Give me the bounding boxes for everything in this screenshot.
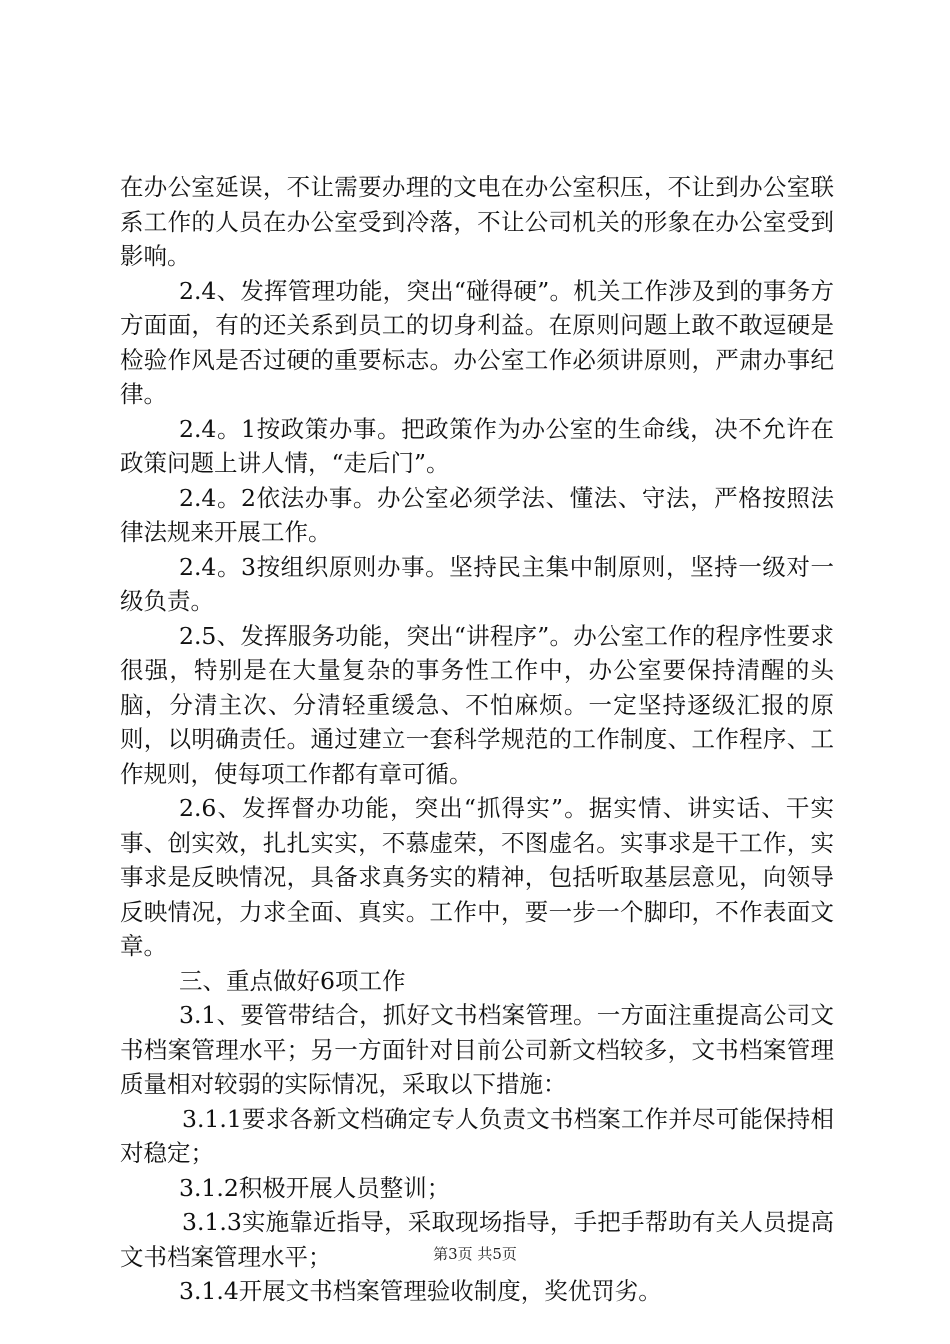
paragraph-continuation: 在办公室延误，不让需要办理的文电在办公室积压，不让到办公室联系工作的人员在办公室受到冷落，不让公司机关的形象在办公室受到影响。: [120, 173, 834, 270]
paragraph-3-1-3: 3.1.3实施靠近指导，采取现场指导，手把手帮助有关人员提高文书档案管理水平；: [120, 1208, 834, 1271]
paragraph-2-5: 2.5、发挥服务功能，突出“讲程序”。办公室工作的程序性要求很强，特别是在大量复杂的事务性工作中，办公室要保持清醒的头脑，分清主次、分清轻重缓急、不怕麻烦。一定坚持逐级汇报的原则，以明确责任。通过建立一套科学规范的工作制度、工作程序、工作规则，使每项工作都有章可循。: [120, 621, 834, 788]
paragraph-3-1-2: 3.1.2积极开展人员整训；: [179, 1173, 451, 1202]
paragraph-3-1-4: 3.1.4开展文书档案管理验收制度，奖优罚劣。: [179, 1277, 662, 1305]
document-body: [120, 170, 834, 1309]
page-footer: 第3页 共5页: [433, 1245, 517, 1263]
paragraph-2-4-2: 2.4。2依法办事。办公室必须学法、懂法、守法，严格按照法律法规来开展工作。: [120, 483, 834, 546]
paragraph-3-1-1: 3.1.1要求各新文档确定专人负责文书档案工作并尽可能保持相对稳定；: [120, 1104, 834, 1167]
paragraph-2-6: 2.6、发挥督办功能，突出“抓得实”。据实情、讲实话、干实事、创实效，扎扎实实，不慕虚荣，不图虚名。实事求是干工作，实事求是反映情况，具备求真务实的精神，包括听取基层意见，向领导反映情况，力求全面、真实。工作中，要一步一个脚印，不作表面文章。: [120, 794, 834, 960]
section-heading-3: 三、重点做好6项工作: [179, 966, 406, 995]
paragraph-2-4-3: 2.4。3按组织原则办事。坚持民主集中制原则，坚持一级对一级负责。: [120, 552, 834, 615]
paragraph-2-4: 2.4、发挥管理功能，突出“碰得硬”。机关工作涉及到的事务方方面面，有的还关系到员工的切身利益。在原则问题上敢不敢逗硬是检验作风是否过硬的重要标志。办公室工作必须讲原则，严肃办事纪律。: [120, 276, 834, 408]
paragraph-2-4-1: 2.4。1按政策办事。把政策作为办公室的生命线，决不允许在政策问题上讲人情，“走后门”。: [120, 414, 834, 477]
paragraph-3-1: 3.1、要管带结合，抓好文书档案管理。一方面注重提高公司文书档案管理水平；另一方面针对目前公司新文档较多，文书档案管理质量相对较弱的实际情况，采取以下措施：: [120, 1001, 834, 1098]
